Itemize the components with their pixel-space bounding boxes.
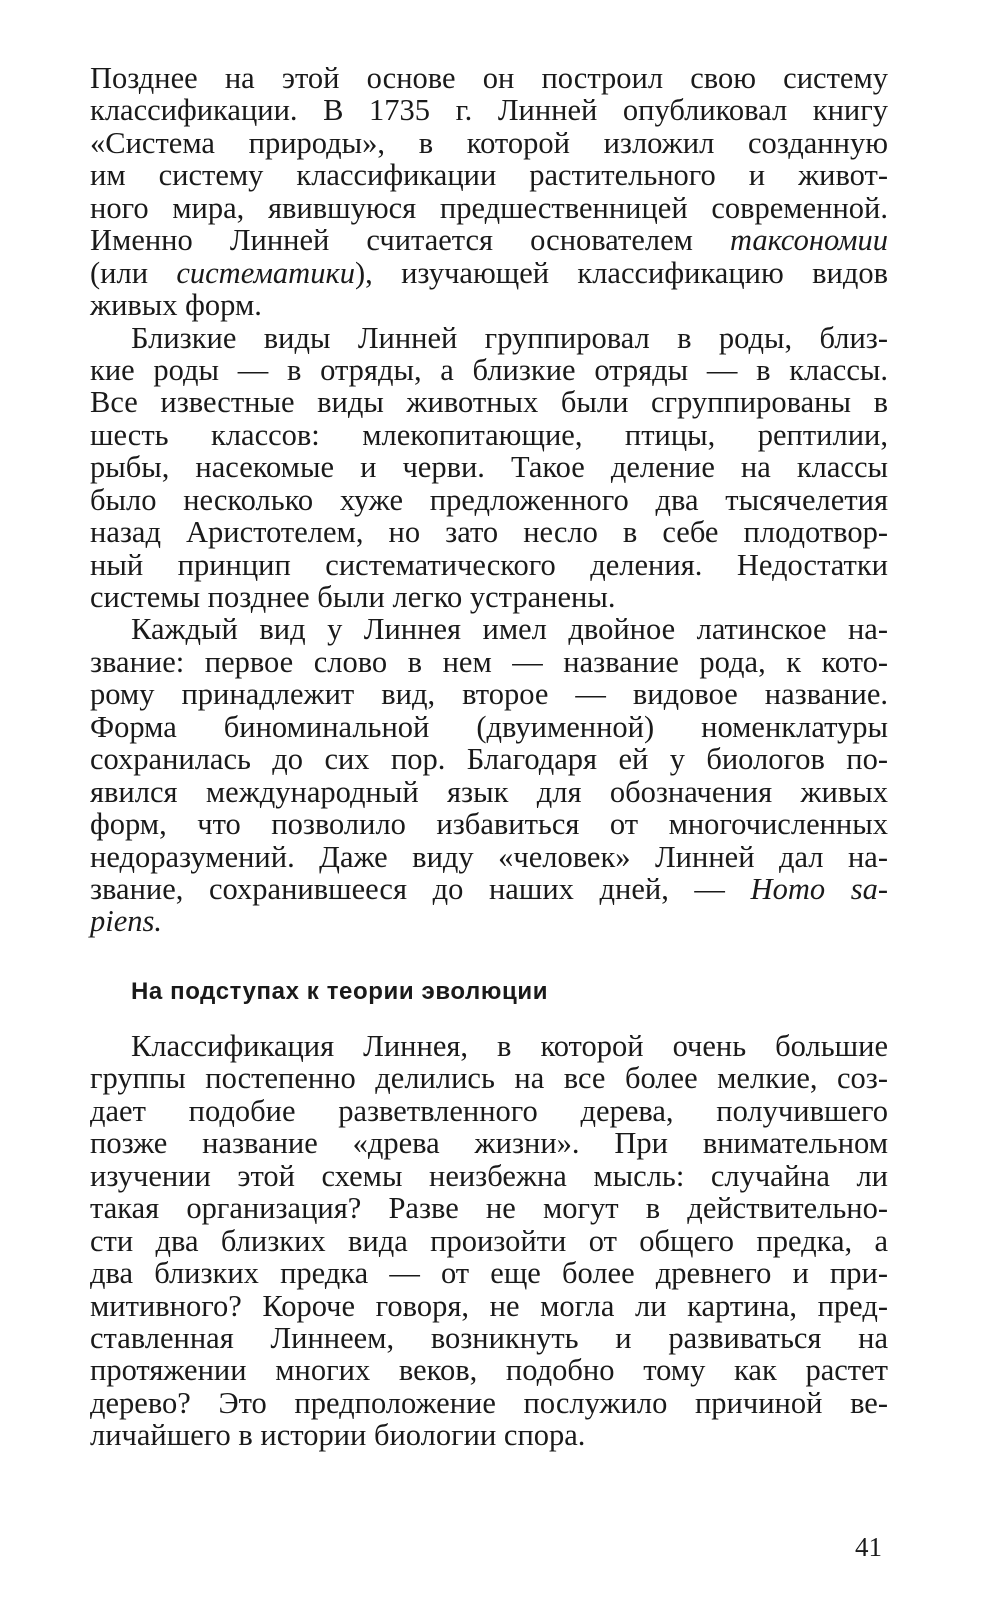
text-line: ного мира, явившуюся предшественницей современной. (90, 190, 888, 225)
text-line: такая организация? Разве не могут в действительно- (90, 1191, 888, 1226)
text-block-bottom (90, 1030, 888, 1452)
text-line: позже название «древа жизни». При внимательном (90, 1126, 888, 1161)
section-heading: На подступах к теории эволюции (131, 978, 549, 1005)
text-line-italic-mixed: (или систематики), изучающей классификацию видов (90, 255, 888, 290)
text-line: назад Аристотелем, но зато несло в себе плодотвор- (90, 515, 888, 550)
text-line: явился международный язык для обозначения живых (90, 774, 888, 809)
italic-term: Homo sa- (750, 871, 888, 906)
italic-term: piens. (90, 904, 163, 939)
text-line: сохранилась до сих пор. Благодаря ей у биологов по- (90, 742, 888, 777)
text-line-italic-mixed: Именно Линней считается основателем таксономии (90, 223, 888, 258)
text-line: рыбы, насекомые и черви. Такое деление на классы (90, 450, 888, 485)
text-line: недоразумений. Даже виду «человек» Линней дал на- (90, 839, 888, 874)
text-line: личайшего в истории биологии спора. (90, 1418, 586, 1453)
text-line: Каждый вид у Линнея имел двойное латинское на- (131, 612, 888, 647)
text-line: два близких предка — от еще более древнего и при- (90, 1256, 888, 1291)
text-line: системы позднее были легко устранены. (90, 580, 616, 614)
text-line: им систему классификации растительного и живот- (90, 158, 888, 193)
text-line: кие роды — в отряды, а близкие отряды — в классы. (90, 352, 888, 387)
text-line: живых форм. (90, 288, 262, 323)
text-block-top (90, 62, 888, 938)
text-line: «Система природы», в которой изложил созданную (90, 125, 888, 160)
text-line: группы постепенно делились на все более мелкие, соз- (90, 1061, 888, 1096)
text-line: Классификация Линнея, в которой очень большие (131, 1029, 888, 1063)
text-line: протяжении многих веков, подобно тому как растет (90, 1353, 888, 1388)
italic-term: таксономии (730, 223, 888, 258)
text-line: классификации. В 1735 г. Линней опубликовал книгу (90, 93, 888, 128)
text-line: рому принадлежит вид, второе — видовое название. (90, 677, 888, 712)
text-line: сти два близких вида произойти от общего предка, а (90, 1223, 888, 1258)
page-number: 41 (855, 1532, 882, 1562)
text-line: Форма биноминальной (двуименной) номенклатуры (90, 709, 888, 744)
text-line-italic-mixed: звание, сохранившееся до наших дней, — Homo sa- (90, 871, 888, 906)
text-line: ставленная Линнеем, возникнуть и развиваться на (90, 1320, 888, 1355)
text-line: изучении этой схемы неизбежна мысль: случайна ли (90, 1158, 888, 1193)
text-line: форм, что позволило избавиться от многочисленных (90, 807, 888, 842)
text-line: митивного? Короче говоря, не могла ли картина, пред- (90, 1288, 888, 1323)
text-line: ный принцип систематического деления. Недостатки (90, 547, 888, 582)
text-line: шесть классов: млекопитающие, птицы, рептилии, (90, 417, 888, 452)
text-line-italic (90, 905, 888, 937)
text-line: дерево? Это предположение послужило причиной ве- (90, 1385, 888, 1420)
italic-term: систематики (176, 255, 355, 290)
text-line: дает подобие разветвленного дерева, получившего (90, 1093, 888, 1128)
text-line: Все известные виды животных были сгруппированы в (90, 385, 888, 420)
text-line: звание: первое слово в нем — название рода, к кото- (90, 644, 888, 679)
text-line: Близкие виды Линней группировал в роды, близ- (131, 320, 888, 355)
text-line: было несколько хуже предложенного два тысячелетия (90, 482, 888, 517)
text-line: Позднее на этой основе он построил свою систему (90, 61, 888, 95)
